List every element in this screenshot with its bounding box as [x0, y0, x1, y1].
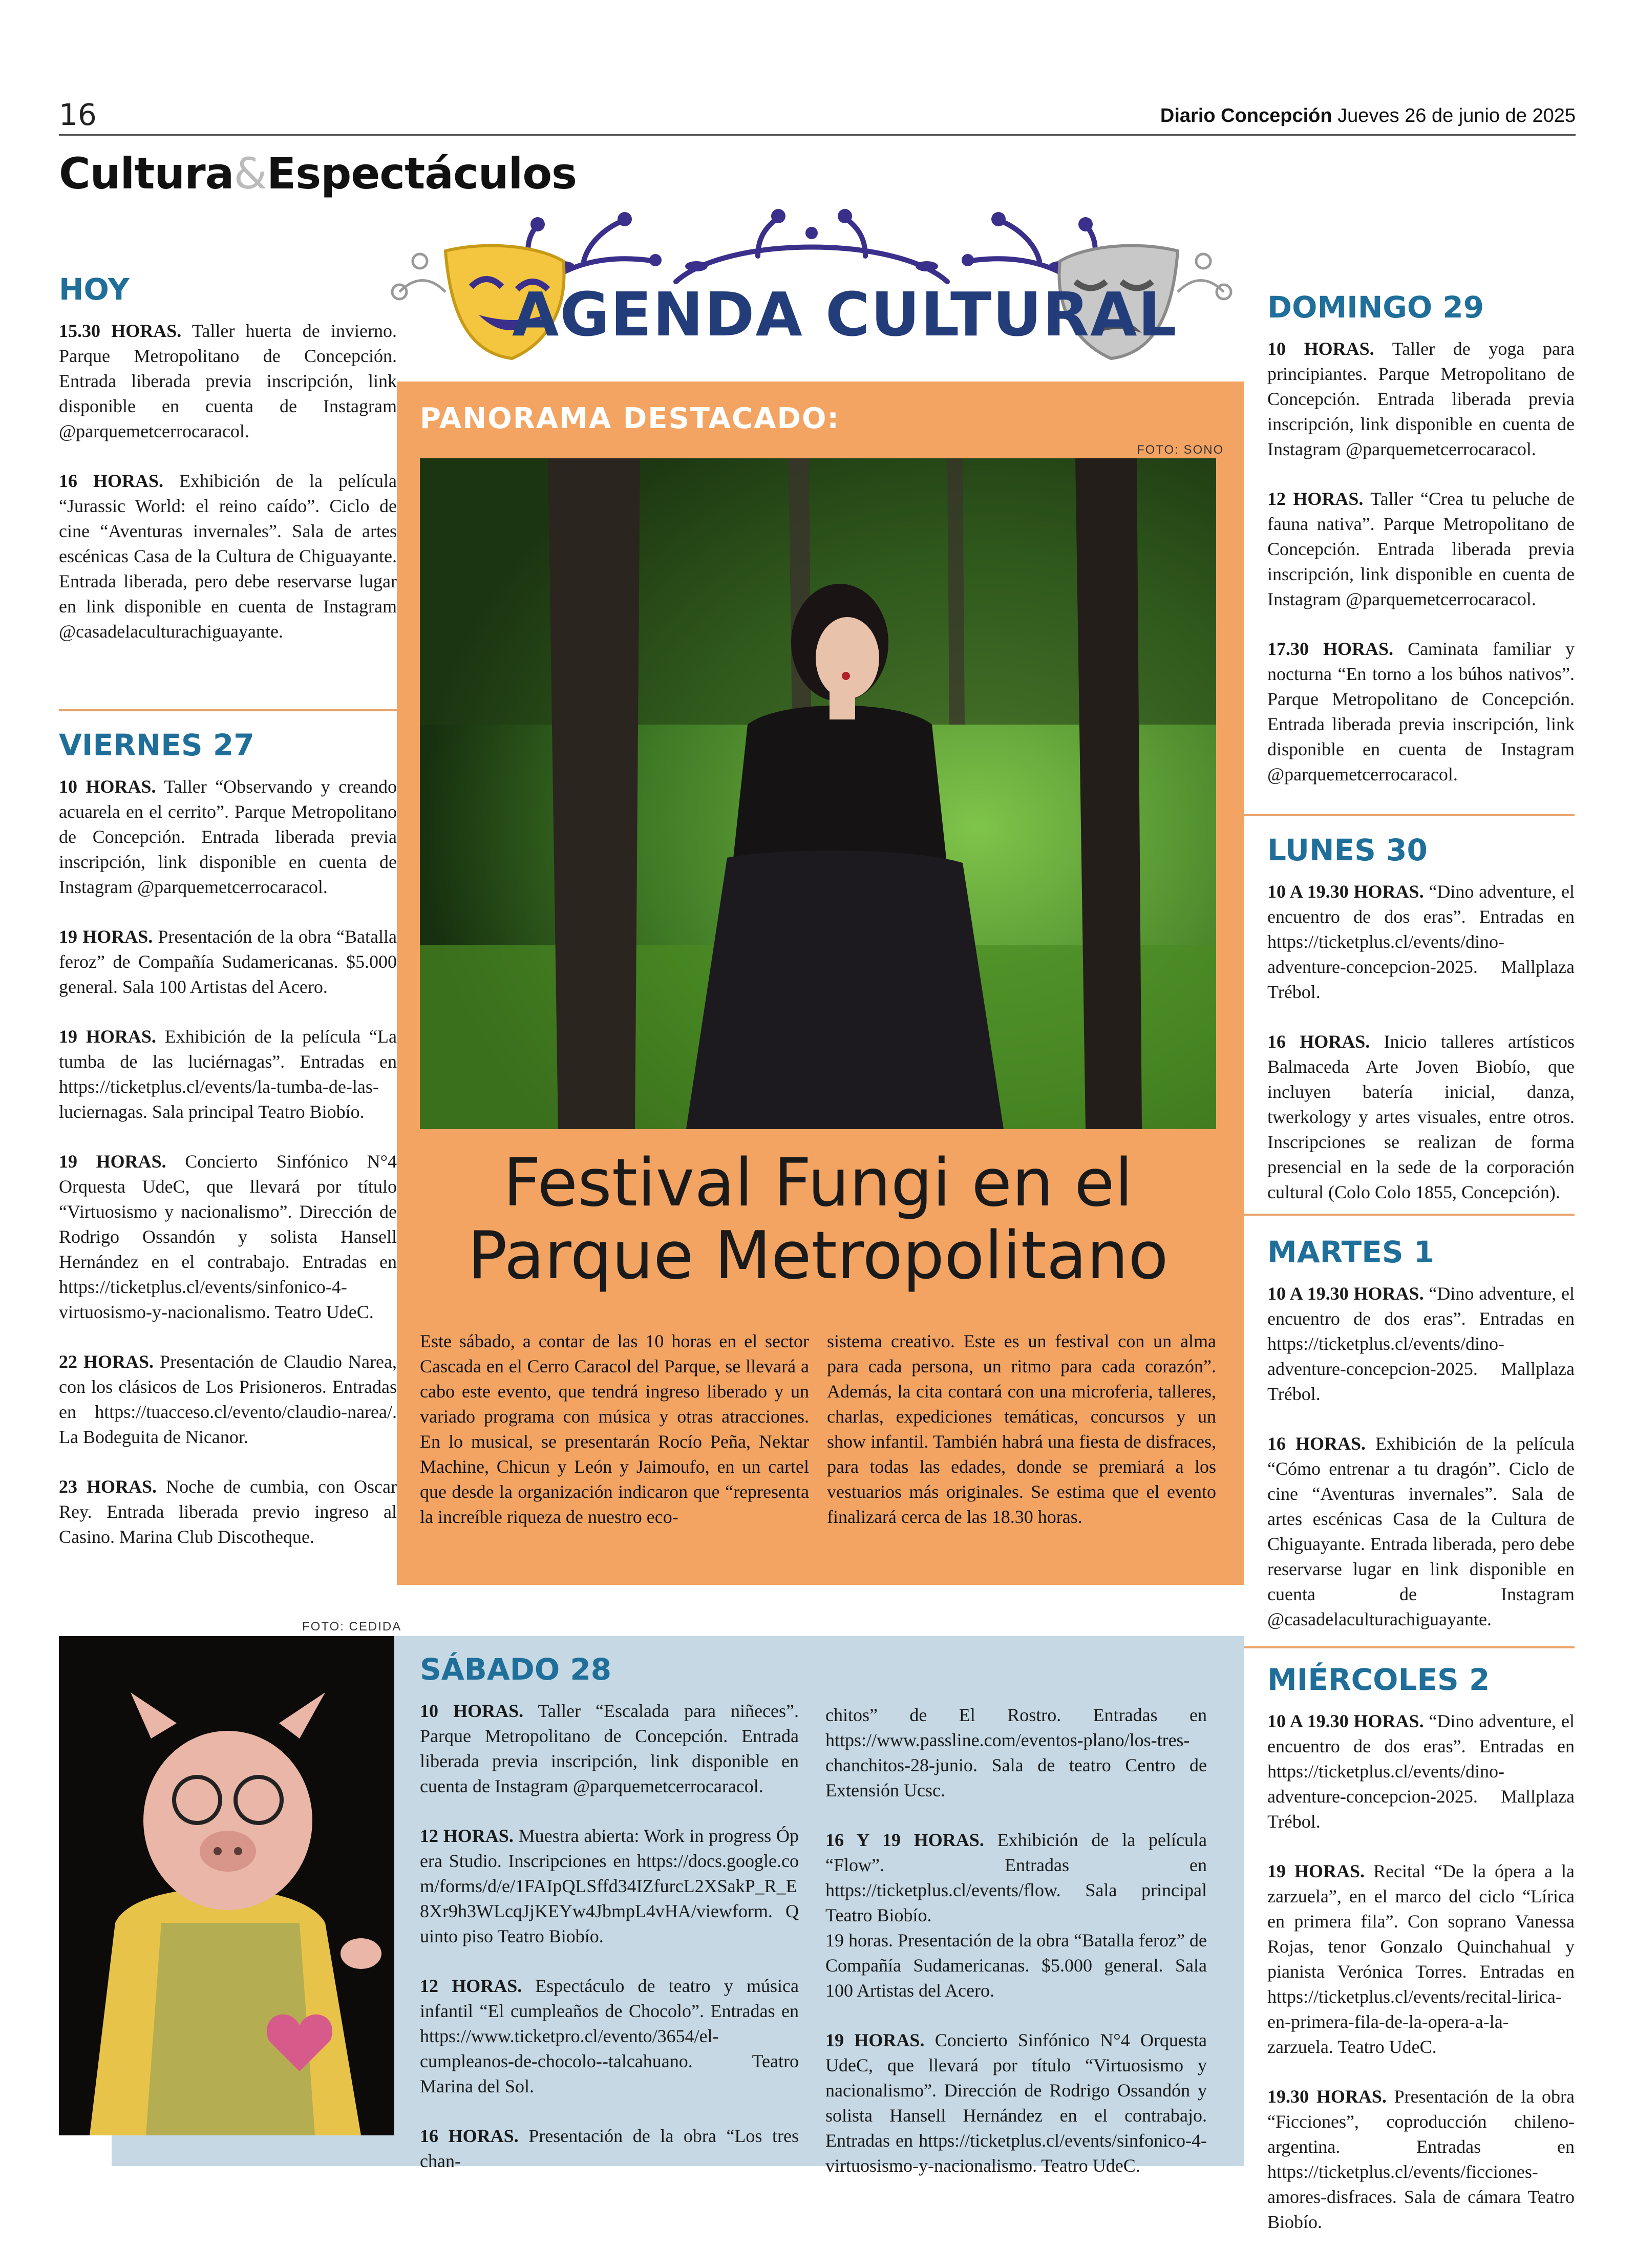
section-title: Cultura&Espectáculos: [59, 149, 577, 199]
day-heading-lunes: LUNES 30: [1267, 833, 1428, 867]
event-item: 12 HORAS. Taller “Crea tu peluche de fauna nativa”. Parque Metropolitano de Concepción. Entrada liberada previa inscripción, link disponible en cuenta de Instagram @parquemetcerrocaracol.: [1267, 489, 1575, 609]
column-right-miercoles: [1267, 1662, 1575, 2259]
pig-character-photo: [59, 1636, 394, 2135]
divider: [1244, 814, 1575, 816]
feature-headline: Festival Fungi en el Parque Metropolitano: [468, 1145, 1168, 1294]
event-item: 19 HORAS. Concierto Sinfónico N°4 Orquesta UdeC, que llevará por título “Virtuosismo y nacionalismo”. Dirección de Rodrigo Ossandón y solista Hansell Hernández en el contrabajo. Entradas en https://ticketplus.cl/events/sinfonico-4-virtuosismo-y-nacionalismo. Teatro UdeC.: [825, 2030, 1207, 2176]
issue-date: Jueves 26 de junio de 2025: [1337, 105, 1576, 126]
column-sabado-2: [825, 1703, 1207, 2203]
agenda-banner-title: AGENDA CULTURAL: [512, 279, 1178, 350]
masthead: [1160, 105, 1576, 127]
day-heading-sabado: SÁBADO 28: [420, 1652, 612, 1687]
divider: [59, 709, 397, 711]
event-item: 10 A 19.30 HORAS. “Dino adventure, el encuentro de dos eras”. Entradas en https://ticketplus.cl/events/dino-adventure-concepcion-2025. Mallplaza Trébol.: [1267, 881, 1575, 1002]
feature-body-col2: sistema creativo. Este es un festival con un alma para cada persona, un ritmo para cada corazón”. Además, la cita contará con una microferia, talleres, charlas, expediciones temáticas, concursos y un show infantil. También habrá una fiesta de disfraces, para todas las edades, donde se premiará a los vestuarios más originales. Se estima que el evento finalizará cerca de las 18.30 horas.: [827, 1331, 1216, 1527]
event-item: 19 HORAS. Exhibición de la película “La tumba de las luciérnagas”. Entradas en https://ticketplus.cl/events/la-tumba-de-las-luciernagas. Sala principal Teatro Biobío.: [59, 1026, 397, 1122]
column-right-lunes: [1267, 832, 1575, 1230]
event-item: 19 HORAS. Presentación de la obra “Batalla feroz” de Compañía Sudamericanas. $5.000 general. Sala 100 Artistas del Acero.: [59, 926, 397, 997]
feature-body-col1: Este sábado, a contar de las 10 horas en el sector Cascada en el Cerro Caracol del Parque, se llevará a cabo este evento, que tendrá ingreso liberado y un variado programa con música y otras atracciones. En lo musical, se presentarán Rocío Peña, Nektar Machine, Chicun y León y Jaimoufo, en un cartel que desde la organización indicaron que “representa la increíble riqueza de nuestro eco-: [420, 1331, 809, 1527]
event-item: 10 HORAS. Taller “Escalada para niñeces”. Parque Metropolitano de Concepción. Entrada liberada previa inscripción, link disponible en cuenta de Instagram @parquemetcerrocaracol.: [420, 1701, 799, 1796]
event-item: 10 HORAS. Taller de yoga para principiantes. Parque Metropolitano de Concepción. Entrada liberada previa inscripción, link disponible en cuenta de Instagram @parquemetcerrocaracol.: [1267, 338, 1575, 459]
divider: [1244, 1646, 1575, 1648]
event-item: 10 A 19.30 HORAS. “Dino adventure, el encuentro de dos eras”. Entradas en https://ticketplus.cl/events/dino-adventure-concepcion-2025. Mallplaza Trébol.: [1267, 1283, 1575, 1404]
event-item: 16 HORAS. Presentación de la obra “Los tres chan-: [420, 2126, 799, 2171]
event-item: 16 HORAS. Exhibición de la película “Cómo entrenar a tu dragón”. Ciclo de cine “Aventuras invernales”. Sala de artes escénicas Casa de la Cultura de Chiguayante. Entrada liberada, pero debe reservarse lugar en link disponible en cuenta de Instagram @casadelaculturachiguayante.: [1267, 1433, 1575, 1629]
event-item: 23 HORAS. Noche de cumbia, con Oscar Rey. Entrada liberada previo ingreso al Casino. Marina Club Discotheque.: [59, 1476, 397, 1547]
day-heading-martes: MARTES 1: [1267, 1235, 1435, 1269]
feature-photo: [420, 458, 1216, 1129]
page-number: 16: [59, 97, 97, 132]
event-item: 19.30 HORAS. Presentación de la obra “Ficciones”, coproducción chileno-argentina. Entradas en https://ticketplus.cl/events/ficciones-amores-disfraces. Sala de cámara Teatro Biobío.: [1267, 2086, 1575, 2232]
feature-kicker: PANORAMA DESTACADO:: [420, 402, 840, 435]
column-left: [59, 271, 397, 669]
column-right-domingo: [1267, 289, 1575, 812]
event-item: 16 HORAS. Exhibición de la película “Jurassic World: el reino caído”. Ciclo de cine “Aventuras invernales”. Sala de artes escénicas Casa de la Cultura de Chiguayante. Entrada liberada, pero debe reservarse lugar en link disponible en cuenta de Instagram @casadelaculturachiguayante.: [59, 471, 397, 642]
event-item: 19 HORAS. Recital “De la ópera a la zarzuela”, en el marco del ciclo “Lírica en primera fila”. Con soprano Vanessa Rojas, tenor Gonzalo Quinchahual y pianista Verónica Torres. Entradas en https://ticketplus.cl/events/recital-lirica-en-primera-fila-de-la-opera-a-la-zarzuela. Teatro UdeC.: [1267, 1861, 1575, 2057]
divider: [1244, 1214, 1575, 1216]
pig-photo-credit: FOTO: CEDIDA: [302, 1620, 402, 1634]
event-item: 19 HORAS. Concierto Sinfónico N°4 Orquesta UdeC, que llevará por título “Virtuosismo y nacionalismo”. Dirección de Rodrigo Ossandón y solista Hansell Hernández en el contrabajo. Entradas en https://ticketplus.cl/events/sinfonico-4-virtuosismo-y-nacionalismo. Teatro UdeC.: [59, 1151, 397, 1322]
column-left-viernes: [59, 727, 397, 1574]
event-item: 10 A 19.30 HORAS. “Dino adventure, el encuentro de dos eras”. Entradas en https://ticketplus.cl/events/dino-adventure-concepcion-2025. Mallplaza Trébol.: [1267, 1711, 1575, 1832]
event-item: chitos” de El Rostro. Entradas en https://www.passline.com/eventos-plano/los-tres-chanchitos-28-junio. Sala de teatro Centro de Extensión Ucsc.: [825, 1705, 1207, 1800]
photo-credit: FOTO: SONO: [1137, 443, 1224, 457]
event-item: 10 HORAS. Taller “Observando y creando acuarela en el cerrito”. Parque Metropolitano de Concepción. Entrada liberada previa inscripción, link disponible en cuenta de Instagram @parquemetcerrocaracol.: [59, 776, 397, 897]
day-heading-viernes: VIERNES 27: [59, 728, 254, 762]
event-item: 16 HORAS. Inicio talleres artísticos Balmaceda Arte Joven Biobío, que incluyen batería inicial, danza, twerkology y artes visuales, entre otros. Inscripciones se realizan de forma presencial en la sede de la corporación cultural (Colo Colo 1855, Concepción).: [1267, 1031, 1575, 1202]
event-item: 12 HORAS. Espectáculo de teatro y música infantil “El cumpleaños de Chocolo”. Entradas en https://www.ticketpro.cl/evento/3654/el-cumpleanos-de-chocolo--talcahuano. Teatro Marina del Sol.: [420, 1976, 799, 2096]
event-item: 22 HORAS. Presentación de Claudio Narea, con los clásicos de Los Prisioneros. Entradas en https://tuacceso.cl/evento/claudio-narea/. La Bodeguita de Nicanor.: [59, 1351, 397, 1447]
column-sabado-1: [420, 1651, 799, 2198]
header-rule: [59, 134, 1576, 136]
day-heading-domingo: DOMINGO 29: [1267, 290, 1484, 325]
event-item: 15.30 HORAS. Taller huerta de invierno. Parque Metropolitano de Concepción. Entrada liberada previa inscripción, link disponible en cuenta de Instagram @parquemetcerrocaracol.: [59, 321, 397, 441]
event-item: 12 HORAS. Muestra abierta: Work in progress Ópera Studio. Inscripciones en https://docs.google.com/forms/d/e/1FAIpQLSffd34IZfurcL2XSakP_R_E8Xr9h3WLcqJjKEYw4JbmpL4vHA/viewform. Quinto piso Teatro Biobío.: [420, 1826, 799, 1946]
newspaper-name: Diario Concepción: [1160, 105, 1332, 126]
event-item: 16 Y 19 HORAS. Exhibición de la película “Flow”. Entradas en https://ticketplus.cl/events/flow. Sala principal Teatro Biobío. 19 horas. Presentación de la obra “Batalla feroz” de Compañía Sudamericanas. $5.000 general. Sala 100 Artistas del Acero.: [825, 1830, 1207, 2001]
column-right-martes: [1267, 1234, 1575, 1657]
day-heading-hoy: HOY: [59, 272, 130, 307]
event-item: 17.30 HORAS. Caminata familiar y nocturna “En torno a los búhos nativos”. Parque Metropolitano de Concepción. Entrada liberada previa inscripción, link disponible en cuenta de Instagram @parquemetcerrocaracol.: [1267, 639, 1575, 785]
day-heading-miercoles: MIÉRCOLES 2: [1267, 1662, 1490, 1697]
